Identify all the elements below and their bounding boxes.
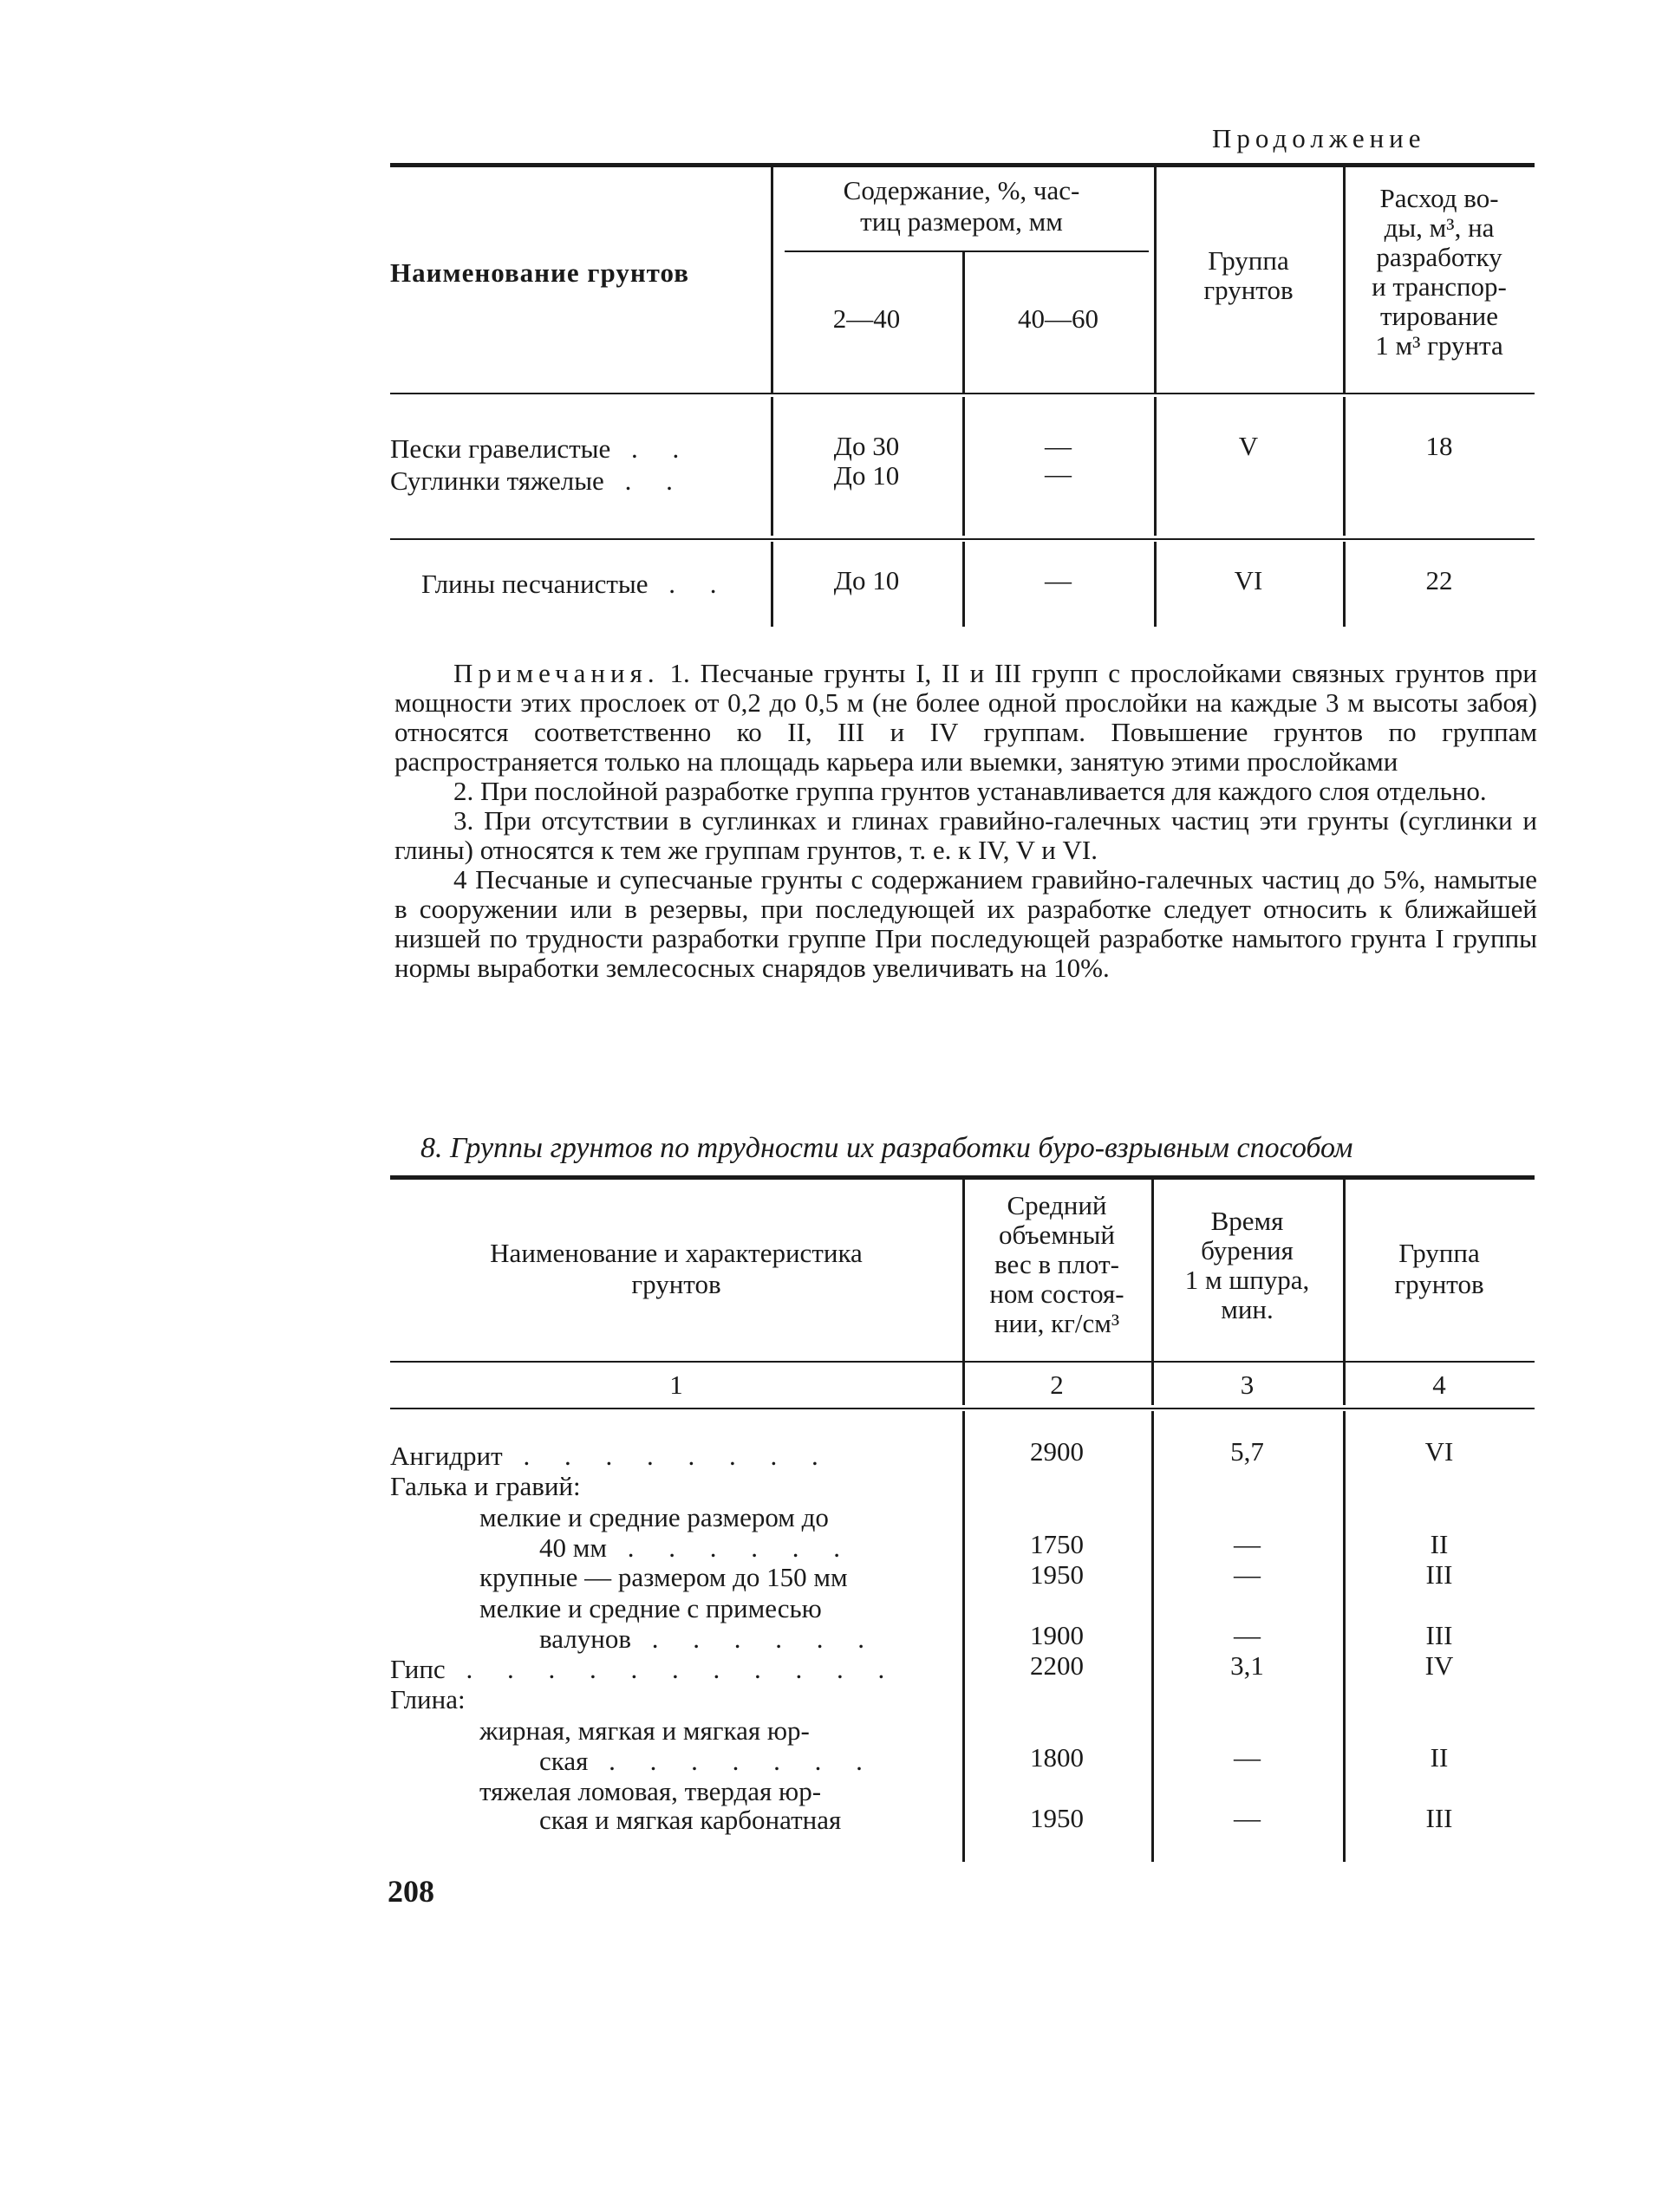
- table8-cell: 5,7: [1230, 1436, 1264, 1467]
- table7-header-content-line: Содержание, %, час-: [843, 175, 1080, 205]
- table8-number-rule: [390, 1408, 1535, 1409]
- table7-header-water: [1343, 184, 1535, 361]
- table8-cell: —: [1234, 1803, 1261, 1833]
- table-row: крупные — размером до 150 мм: [479, 1562, 848, 1592]
- table7-vline: [1343, 397, 1346, 536]
- table7-cell: —: [1045, 459, 1072, 489]
- table8-cell: 1750: [1030, 1529, 1084, 1559]
- table8-header-time-line: Время: [1210, 1206, 1284, 1236]
- leader-dots: . . . . . . . .: [502, 1441, 832, 1471]
- table-row: мелкие и средние с примесью: [479, 1593, 822, 1623]
- table8-colnum: 1: [669, 1369, 683, 1400]
- table8-header-weight-line: вес в плот-: [994, 1249, 1119, 1279]
- table8-cell: III: [1425, 1803, 1453, 1833]
- table8-row-name: Гипс: [390, 1654, 446, 1684]
- leader-dots: . .: [610, 433, 694, 464]
- table8-header-name: [390, 1238, 962, 1300]
- table-row: [421, 569, 731, 600]
- table-row: [390, 1441, 832, 1472]
- page-number: 208: [388, 1874, 434, 1909]
- table7-header-group-line: грунтов: [1203, 275, 1294, 305]
- table7-header-water-line: тирование: [1379, 301, 1499, 331]
- table7-header-bottom-rule: [390, 393, 1535, 394]
- table8-cell: —: [1234, 1529, 1261, 1559]
- table-row: Глина:: [390, 1684, 466, 1714]
- table8-cell: IV: [1424, 1650, 1454, 1681]
- leader-dots: . .: [603, 465, 687, 496]
- table7-vline: [1154, 397, 1157, 536]
- table8-header-time-line: бурения: [1201, 1235, 1294, 1265]
- table8-cell: 1800: [1030, 1742, 1084, 1773]
- table7-cell: 18: [1425, 431, 1453, 461]
- table8-row-name: 40 мм: [539, 1532, 607, 1563]
- table7-header-content-line: тиц размером, мм: [860, 206, 1063, 237]
- table7-header-40-60: 40—60: [1018, 303, 1098, 334]
- table7-cell: —: [1045, 565, 1072, 595]
- table-row: ская и мягкая карбонатная: [539, 1805, 842, 1835]
- table7-cell: До 10: [833, 565, 900, 595]
- table8-cell: III: [1425, 1620, 1453, 1650]
- table8-cell: 1950: [1030, 1803, 1084, 1833]
- table8-cell: —: [1234, 1620, 1261, 1650]
- table-row: мелкие и средние размером до: [479, 1502, 829, 1532]
- table7-row-name: Суглинки тяжелые: [390, 465, 604, 496]
- notes-label: Примечания.: [453, 658, 660, 688]
- note-3: 3. При отсутствии в суглинках и глинах гравийно-галечных частиц эти грунты (суглинки и глины) относятся к тем же группам грунтов, т. е. к IV, V и VI.: [394, 805, 1537, 865]
- table8-header-weight-line: объемный: [999, 1220, 1115, 1250]
- table8-header-weight-line: Средний: [1007, 1190, 1107, 1220]
- table8-row-name: ская: [539, 1746, 589, 1776]
- note-4: 4 Песчаные и супесчаные грунты с содержанием гравийно-галечных частиц до 5%, намытые в сооружении или в резервы, при последующей их разработке следует относить к ближайшей низшей по трудности разработки группе При последующей разработке намытого грунта I группы нормы выработки землесосных снарядов увеличивать на 10%.: [394, 864, 1537, 983]
- table8-header-time-line: мин.: [1221, 1294, 1274, 1324]
- table8-cell: VI: [1424, 1436, 1454, 1467]
- table7-header-water-line: 1 м³ грунта: [1375, 330, 1503, 361]
- table8-colnum: 3: [1240, 1369, 1255, 1400]
- table8-cell: —: [1234, 1559, 1261, 1590]
- table8-header-weight-line: нии, кг/см³: [994, 1308, 1120, 1338]
- table8-cell: II: [1430, 1742, 1449, 1773]
- leader-dots: . . . . . . .: [588, 1746, 877, 1776]
- table-row: жирная, мягкая и мягкая юр-: [479, 1715, 810, 1746]
- table8-cell: II: [1430, 1529, 1449, 1559]
- table-row: [390, 433, 693, 465]
- table7-header-water-line: Расход во-: [1379, 183, 1499, 213]
- table8-colnum: 4: [1432, 1369, 1446, 1400]
- table-row: [539, 1623, 878, 1655]
- table8-header-group-line: грунтов: [1394, 1269, 1484, 1299]
- table8-row-name: Ангидрит: [390, 1441, 503, 1471]
- table8-header-group: [1343, 1238, 1535, 1300]
- table8-cell: 2200: [1030, 1650, 1084, 1681]
- table7-cell: До 30: [833, 431, 900, 461]
- table7-header-water-line: ды, м³, на: [1384, 212, 1495, 243]
- table7-cell: —: [1045, 431, 1072, 461]
- table8-row-name: валунов: [539, 1623, 631, 1654]
- table7-header-group-line: Группа: [1208, 245, 1289, 276]
- note-1: [394, 659, 1537, 777]
- table8-header-name-line: грунтов: [631, 1269, 721, 1299]
- table8-colnum: 2: [1050, 1369, 1064, 1400]
- leader-dots: . . . . . .: [630, 1623, 878, 1654]
- notes-block: [394, 659, 1537, 983]
- continuation-label: Продолжение: [1212, 123, 1426, 153]
- table7-header-name: Наименование грунтов: [390, 257, 689, 288]
- table8-cell: 2900: [1030, 1436, 1084, 1467]
- note-2: 2. При послойной разработке группа грунтов устанавливается для каждого слоя отдельно.: [453, 776, 1487, 806]
- table-row: [539, 1532, 854, 1564]
- table7-cell: V: [1238, 431, 1259, 461]
- table7-cell: 22: [1425, 565, 1453, 595]
- table8-header-time: [1151, 1207, 1343, 1324]
- table7-row-divider: [390, 538, 1535, 540]
- leader-dots: . .: [648, 569, 731, 599]
- table7-header-water-line: разработку: [1376, 242, 1502, 272]
- table7-header-water-line: и транспор-: [1372, 271, 1507, 302]
- table8-cell: 1900: [1030, 1620, 1084, 1650]
- table8-header-weight-line: ном состоя-: [989, 1278, 1124, 1309]
- table8-caption: 8. Группы грунтов по трудности их разработки буро-взрывным способом: [420, 1132, 1353, 1164]
- leader-dots: . . . . . . . . . . .: [445, 1654, 899, 1684]
- table-row: [539, 1746, 877, 1777]
- table-row: Галька и гравий:: [390, 1471, 581, 1501]
- table7-header-2-40: 2—40: [832, 303, 901, 334]
- table8-cell: 1950: [1030, 1559, 1084, 1590]
- table7-row-name: Пески гравелистые: [390, 433, 611, 464]
- table7-header-subrule: [785, 250, 1149, 252]
- table7-top-rule: [390, 163, 1535, 167]
- table8-header-weight: [962, 1191, 1151, 1338]
- table8-cell: 3,1: [1230, 1650, 1264, 1681]
- table-row: [390, 1654, 898, 1685]
- table8-header-name-line: Наименование и характеристика: [490, 1238, 863, 1268]
- table8-cell: III: [1425, 1559, 1453, 1590]
- table7-row-name: Глины песчанистые: [421, 569, 649, 599]
- note-1-text: 1. Песчаные грунты I, II и III групп с прослойками связных грунтов при мощности этих прослоек от 0,2 до 0,5 м (не более одной прослойки на каждые 3 м высоты забоя) относятся соответственно ко II, III и IV группам. Повышение грунтов по группам распространяется только на площадь карьера или выемки, занятую этими прослойками: [394, 658, 1538, 777]
- table7-cell: До 10: [833, 460, 900, 491]
- table8-header-time-line: 1 м шпура,: [1184, 1265, 1310, 1295]
- table7-header-group: [1154, 246, 1343, 305]
- table7-cell: VI: [1234, 565, 1263, 595]
- table8-cell: —: [1234, 1742, 1261, 1773]
- table7-header-content: [771, 175, 1152, 237]
- table8-header-group-line: Группа: [1398, 1238, 1480, 1268]
- table-row: тяжелая ломовая, твердая юр-: [479, 1776, 822, 1806]
- table-row: [390, 465, 687, 497]
- leader-dots: . . . . . .: [606, 1532, 854, 1563]
